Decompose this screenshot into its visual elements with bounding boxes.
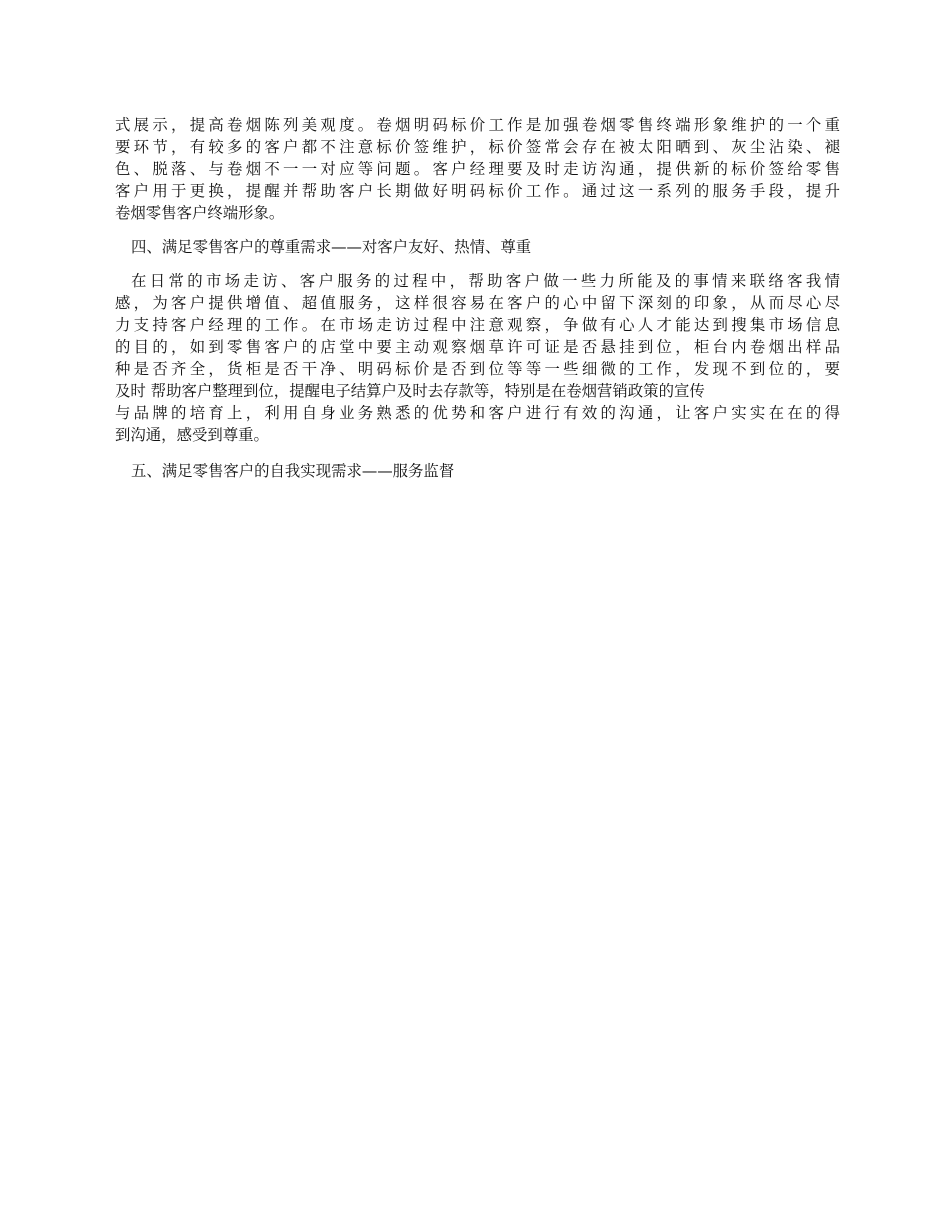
paragraph-2-line-3: 力支持客户经理的工作。在市场走访过程中注意观察，争做有心人才能达到搜集市场信息: [115, 316, 840, 334]
paragraph-2-line-6: 及时 帮助客户整理到位，提醒电子结算户及时去存款等，特别是在卷烟营销政策的宣传: [115, 382, 705, 400]
paragraph-2-line-8: 到沟通，感受到尊重。: [115, 426, 269, 444]
section-heading-5: 五、满足零售客户的自我实现需求——服务监督: [131, 462, 455, 480]
section-heading-4: 四、满足零售客户的尊重需求——对客户友好、热情、尊重: [131, 238, 532, 256]
paragraph-1-line-2: 要环节，有较多的客户都不注意标价签维护，标价签常会存在被太阳晒到、灰尘沾染、褪: [115, 138, 840, 156]
paragraph-1-line-1: 式展示，提高卷烟陈列美观度。卷烟明码标价工作是加强卷烟零售终端形象维护的一个重: [115, 116, 840, 134]
paragraph-2-line-5: 种是否齐全，货柜是否干净、明码标价是否到位等等一些细微的工作，发现不到位的，要: [115, 360, 840, 378]
paragraph-2-line-4: 的目的，如到零售客户的店堂中要主动观察烟草许可证是否悬挂到位，柜台内卷烟出样品: [115, 338, 840, 356]
paragraph-1-line-4: 客户用于更换，提醒并帮助客户长期做好明码标价工作。通过这一系列的服务手段，提升: [115, 182, 840, 200]
paragraph-2-line-2: 感，为客户提供增值、超值服务，这样很容易在客户的心中留下深刻的印象，从而尽心尽: [115, 294, 840, 312]
paragraph-1-line-3: 色、脱落、与卷烟不一一对应等问题。客户经理要及时走访沟通，提供新的标价签给零售: [115, 160, 840, 178]
paragraph-1-line-5: 卷烟零售客户终端形象。: [115, 204, 285, 222]
paragraph-2-line-1: 在日常的市场走访、客户服务的过程中，帮助客户做一些力所能及的事情来联络客我情: [131, 272, 840, 290]
paragraph-2-line-7: 与品牌的培育上，利用自身业务熟悉的优势和客户进行有效的沟通，让客户实实在在的得: [115, 404, 840, 422]
